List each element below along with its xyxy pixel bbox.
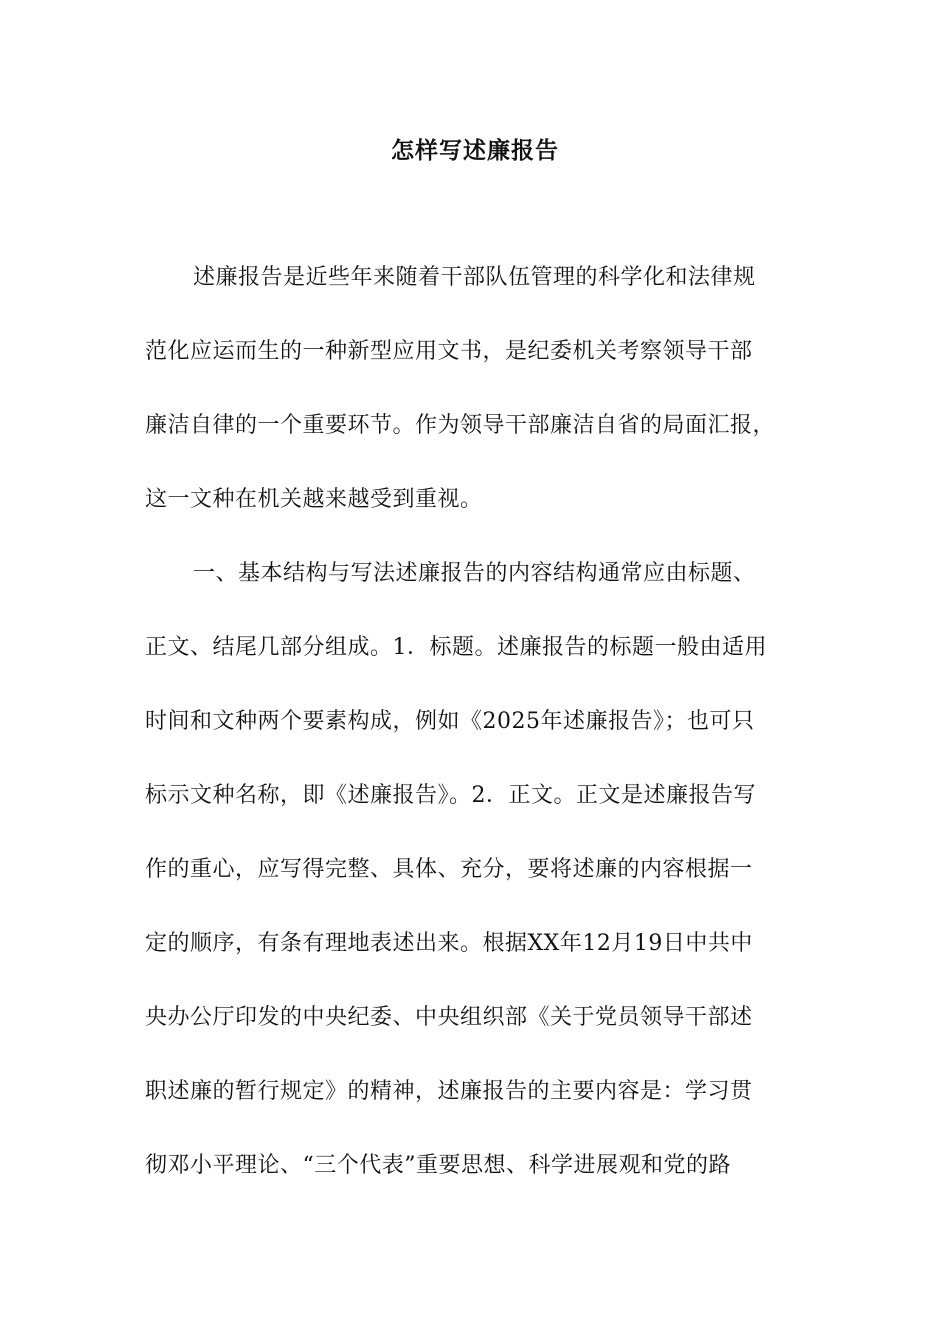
paragraph-line: 这一文种在机关越来越受到重视。 [145, 487, 483, 512]
paragraph-line: 央办公厅印发的中央纪委、中央组织部《关于党员领导干部述 [145, 1005, 753, 1030]
paragraph-line: 定的顺序，有条有理地表述出来。根据XX年12月19日中共中 [145, 931, 753, 956]
paragraph-line: 述廉报告是近些年来随着干部队伍管理的科学化和法律规 [193, 265, 756, 290]
paragraph-line: 职述廉的暂行规定》的精神，述廉报告的主要内容是：学习贯 [145, 1079, 753, 1104]
paragraph-line: 标示文种名称，即《述廉报告》。2．正文。正文是述廉报告写 [145, 783, 756, 808]
paragraph-line: 时间和文种两个要素构成，例如《2025年述廉报告》；也可只 [145, 709, 755, 734]
paragraph-line: 廉洁自律的一个重要环节。作为领导干部廉洁自省的局面汇报， [145, 413, 776, 438]
document-title: 怎样写述廉报告 [391, 137, 559, 164]
paragraph-line: 范化应运而生的一种新型应用文书，是纪委机关考察领导干部 [145, 339, 753, 364]
paragraph-line: 作的重心，应写得完整、具体、充分，要将述廉的内容根据一 [145, 857, 753, 882]
paragraph-line: 一、基本结构与写法述廉报告的内容结构通常应由标题、 [193, 561, 756, 586]
paragraph-line: 彻邓小平理论、“三个代表”重要思想、科学进展观和党的路 [145, 1153, 731, 1178]
paragraph-line: 正文、结尾几部分组成。1．标题。述廉报告的标题一般由适用 [145, 635, 767, 660]
